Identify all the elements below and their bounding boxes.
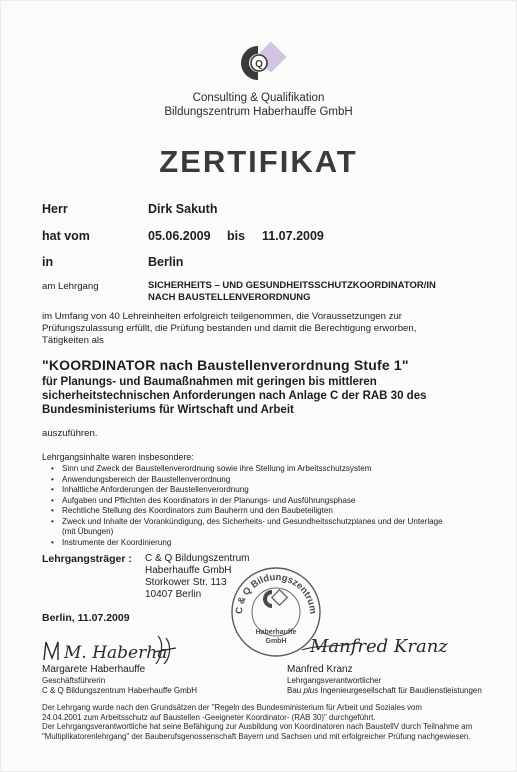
right-signatory — [287, 664, 502, 696]
recipient-name: Dirk Sakuth — [148, 202, 218, 216]
topics-list — [50, 464, 502, 548]
list-item: • Rechtliche Stellung des Koordinators zum Bauherrn und den Baubeteiligten — [50, 506, 502, 517]
period-label: hat vom — [42, 229, 90, 243]
intro-line-2: Prüfungszulassung erfüllt, die Prüfung bestanden und damit die Berechtigung erworben, — [42, 323, 417, 334]
right-signatory-org — [287, 686, 502, 696]
left-signatory-role: Geschäftsführerin — [42, 676, 106, 685]
footer-line-1: Der Lehrgang wurde nach den Grundsätzen der "Regeln des Bundesministerium für Arbeit und Soziales vom — [42, 703, 423, 712]
org-line-2: Bildungszentrum Haberhauffe GmbH — [164, 106, 353, 118]
intro-text — [42, 311, 502, 347]
provider-line-4: 10407 Berlin — [145, 589, 202, 600]
provider-line-1: C & Q Bildungszentrum — [145, 553, 250, 564]
provider-label: Lehrgangsträger : — [42, 553, 132, 565]
list-item-continuation: (mit Übungen) — [62, 527, 114, 536]
certificate-title: ZERTIFIKAT — [159, 144, 358, 179]
footer-line-4: "Multiplikatorenlehrgang" der Bauberufsgenossenschaft Bayern und Sachsen und mit erfolgreicher Prüfung nachgewiesen. — [42, 731, 471, 741]
qualification-line-3: Bundesministeriums für Wirtschaft und Arbeit — [42, 404, 294, 416]
list-item — [50, 517, 502, 538]
qualification-line-2: sicherheitstechnischen Anforderungen nach Anlage C der RAB 30 des — [42, 390, 427, 402]
svg-text:Q: Q — [255, 59, 263, 70]
salutation: Herr — [42, 202, 68, 216]
org-plus: plus — [303, 686, 319, 695]
stamp-logo-icon — [263, 590, 287, 608]
list-item-text: Zweck und Inhalte der Vorankündigung, des Sicherheits- und Gesundheitsschutzplanes und der Unterlage — [62, 516, 443, 526]
provider-line-2: Haberhauffe GmbH — [145, 565, 232, 576]
date-to: 11.07.2009 — [262, 229, 324, 243]
course-name — [148, 280, 488, 304]
perform-text: auszuführen. — [42, 428, 98, 439]
stamp-bottom-line-1: Haberhauffe — [255, 629, 297, 636]
list-item: • Sinn und Zweck der Baustellenverordnung sowie ihre Stellung im Arbeitsschutzsystem — [50, 464, 502, 475]
list-item: • Anwendungsbereich der Baustellenverordnung — [50, 475, 502, 486]
left-signatory-org: C & Q Bildungszentrum Haberhauffe GmbH — [42, 686, 198, 695]
course-line-1: SICHERHEITS – UND GESUNDHEITSSCHUTZKOORDINATOR/IN — [148, 280, 436, 291]
topics-section — [42, 452, 502, 548]
right-signatory-name: Manfred Kranz — [287, 664, 353, 675]
date-from: 05.06.2009 — [148, 229, 211, 243]
location-label: in — [42, 255, 54, 269]
org-line-1: Consulting & Qualifikation — [192, 92, 325, 104]
left-signature — [38, 628, 188, 668]
footer-note — [42, 703, 497, 741]
footer-line-3: Der Lehrgangsverantwortliche hat seine Befähigung zur Ausbildung von Koordinatoren nach BaustellV durch Teilnahme am — [42, 722, 473, 731]
stamp-ring-text: C & Q Bildungszentrum — [233, 571, 319, 615]
stamp-bottom-line-2: GmbH — [265, 638, 287, 645]
footer-line-2: 24.04.2001 zum Arbeitsschutz auf Baustellen -Geeigneter Koordinator- (RAB 30)" durchgeführt. — [42, 712, 376, 722]
left-signature-script: M. Haberha — [64, 643, 168, 663]
list-item: • Inhaltliche Anforderungen der Baustellenverordnung — [50, 485, 502, 496]
location: Berlin — [148, 255, 184, 269]
intro-line-1: im Umfang von 40 Lehreinheiten erfolgreich teilgenommen, die Voraussetzungen zur — [42, 311, 402, 322]
place-date: Berlin, 11.07.2009 — [42, 612, 130, 624]
right-signatory-role: Lehrgangsverantwortlicher — [287, 676, 382, 685]
list-item: • Instrumente der Koordinierung — [50, 538, 502, 549]
course-line-2: NACH BAUSTELLENVERORDNUNG — [148, 292, 311, 303]
topics-heading: Lehrgangsinhalte waren insbesondere: — [42, 452, 194, 462]
cq-logo-icon — [230, 40, 292, 86]
org-pre: Bau — [287, 686, 304, 695]
org-post: Ingenieurgesellschaft für Baudienstleistungen — [318, 686, 482, 695]
qualification-description — [42, 375, 487, 417]
qualification-line-1: für Planungs- und Baumaßnahmen mit geringen bis mittleren — [42, 376, 377, 388]
right-signature — [300, 618, 475, 664]
provider-line-3: Storkower Str. 113 — [145, 577, 227, 588]
bis-label: bis — [227, 229, 246, 243]
intro-line-3: Tätigkeiten als — [42, 335, 104, 346]
right-signature-script: Manfred Kranz — [310, 636, 448, 657]
list-item: • Aufgaben und Pflichten des Koordinators in der Planungs- und Ausführungsphase — [50, 496, 502, 507]
course-label: am Lehrgang — [42, 281, 99, 292]
left-signatory-name: Margarete Haberhauffe — [42, 664, 146, 675]
left-signatory — [42, 664, 272, 696]
qualification-title: "KOORDINATOR nach Baustellenverordnung Stufe 1" — [42, 357, 409, 373]
